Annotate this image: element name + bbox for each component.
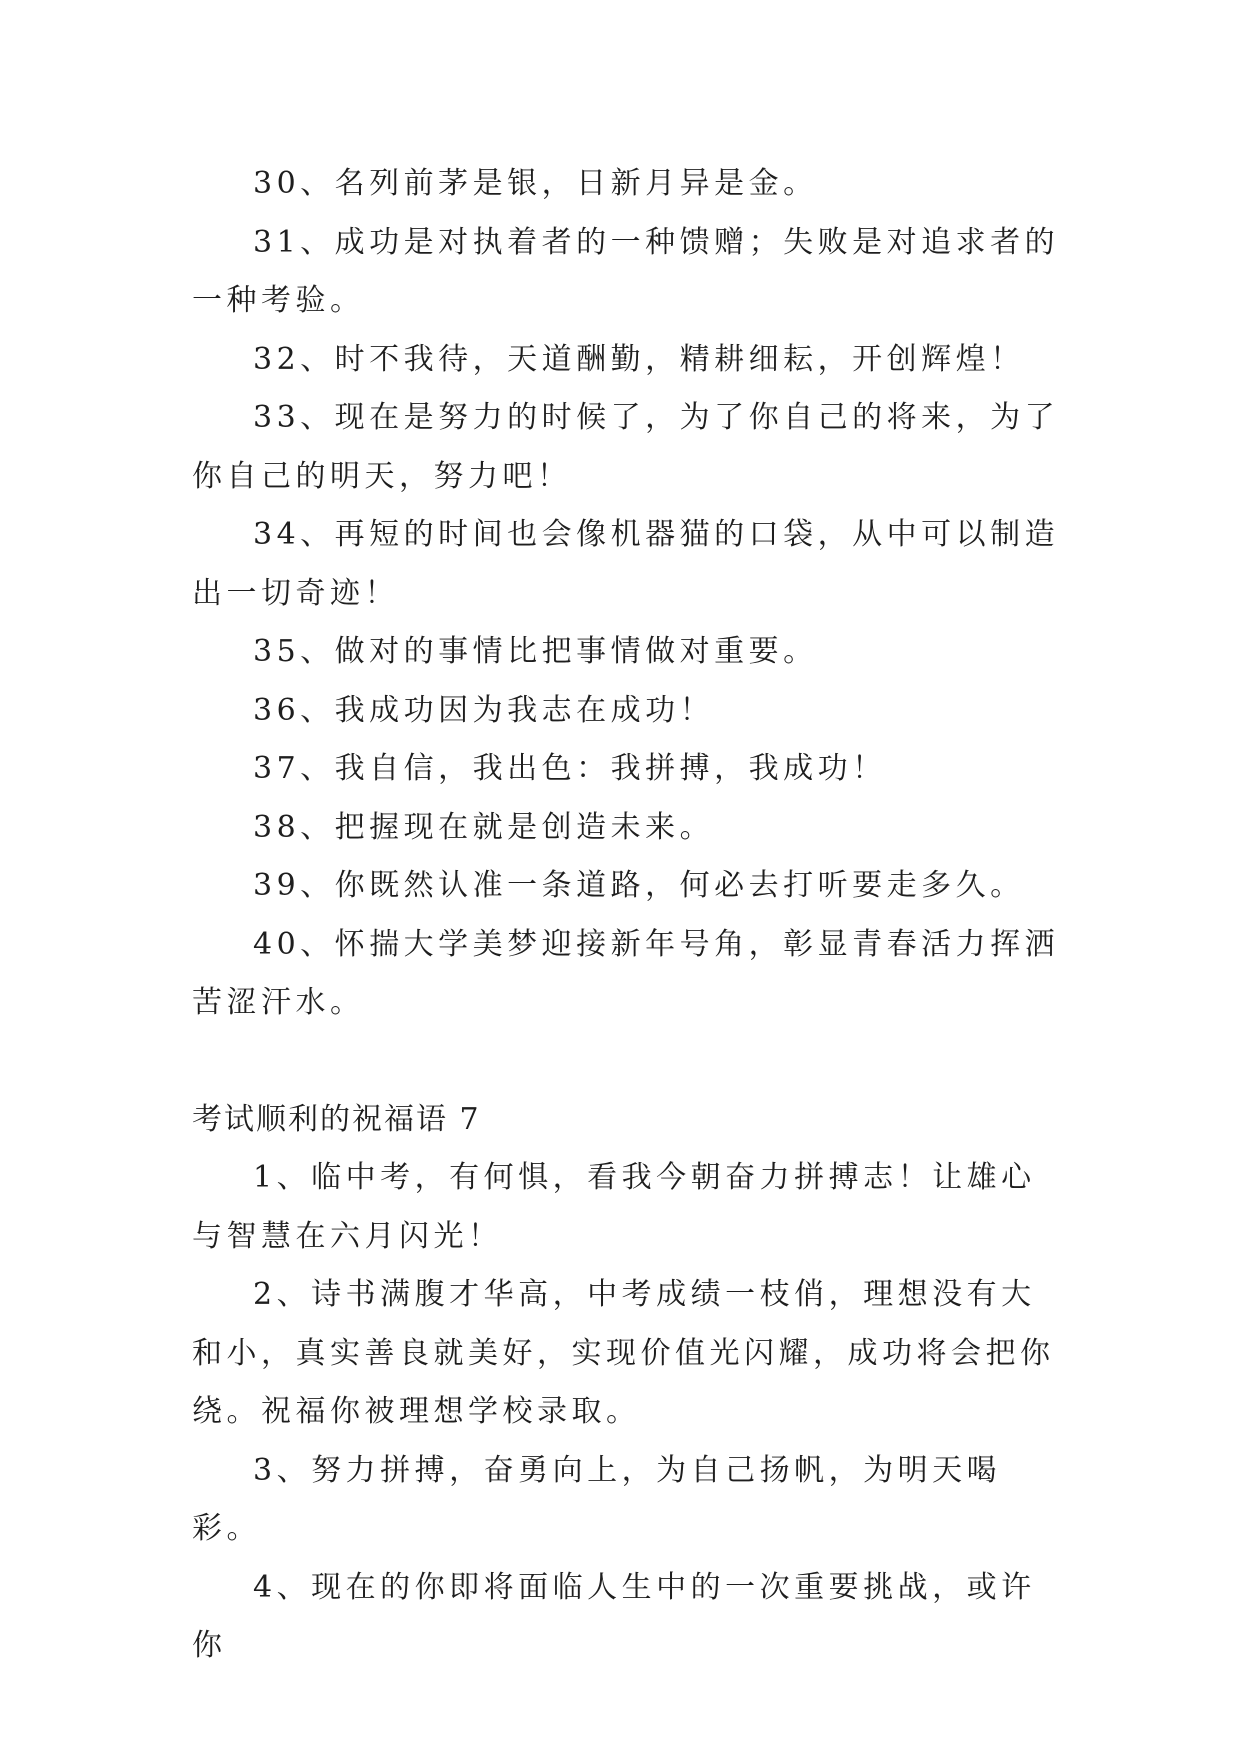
list-item: 31、成功是对执着者的一种馈赠；失败是对追求者的一种考验。: [192, 224, 1060, 318]
list-item: 40、怀揣大学美梦迎接新年号角，彰显青春活力挥洒苦涩汗水。: [192, 926, 1060, 1020]
list-item: 38、把握现在就是创造未来。: [253, 809, 715, 845]
list-item: 30、名列前茅是银，日新月异是金。: [253, 166, 818, 201]
list-item: 3、努力拼搏，奋勇向上，为自己扬帆，为明天喝彩。: [192, 1452, 1002, 1546]
list-item: 32、时不我待，天道酬勤，精耕细耘，开创辉煌！: [253, 341, 1025, 377]
list-item: 35、做对的事情比把事情做对重要。: [253, 634, 818, 669]
list-item: 34、再短的时间也会像机器猫的口袋，从中可以制造出一切奇迹！: [192, 517, 1060, 611]
list-item: 1、临中考，有何惧，看我今朝奋力拼搏志！让雄心与智慧在六月闪光！: [192, 1160, 1036, 1254]
list-item: 33、现在是努力的时候了，为了你自己的将来，为了你自己的明天，努力吧！: [192, 400, 1060, 494]
list-item: 4、现在的你即将面临人生中的一次重要挑战，或许你: [192, 1569, 1036, 1663]
document-body: [192, 155, 1062, 1676]
list-item: 37、我自信，我出色：我拼搏，我成功！: [253, 751, 887, 786]
list-item: 39、你既然认准一条道路，何必去打听要走多久。: [253, 868, 1025, 903]
list-item: 36、我成功因为我志在成功！: [253, 692, 715, 728]
list-item: 2、诗书满腹才华高，中考成绩一枝俏，理想没有大和小，真实善良就美好，实现价值光闪耀，成功将会把你绕。祝福你被理想学校录取。: [192, 1277, 1055, 1429]
section-heading: 考试顺利的祝福语 7: [192, 1101, 481, 1137]
